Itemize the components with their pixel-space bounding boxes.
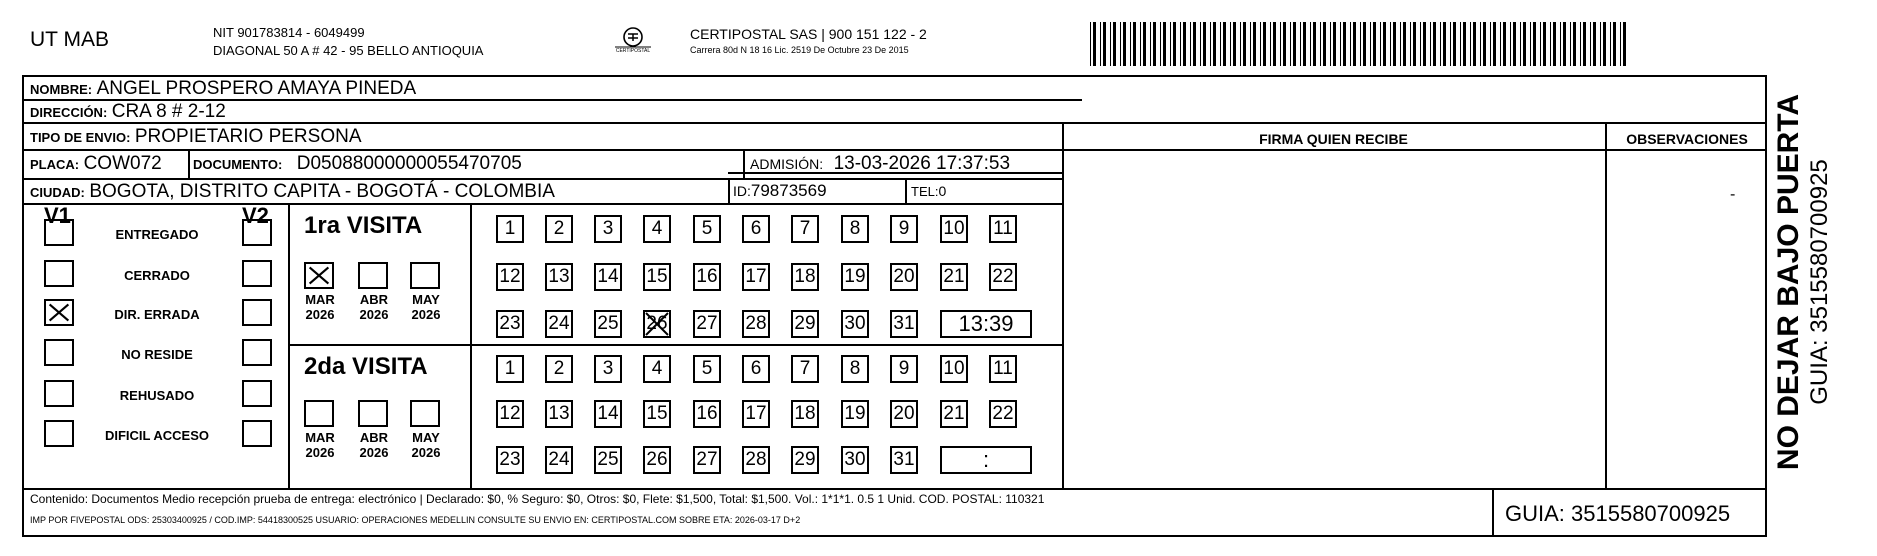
barcode-bar [1340, 22, 1341, 66]
tel-value: 0 [938, 183, 947, 199]
shipment-type: PROPIETARIO PERSONA [134, 126, 362, 147]
day-box[interactable]: 5 [693, 215, 721, 243]
day-box[interactable]: 7 [791, 355, 819, 383]
admission-value: 13-03-2026 17:37:53 [833, 153, 1011, 174]
barcode-bar [1173, 22, 1176, 66]
barcode-bar [1393, 22, 1396, 66]
day-box[interactable]: 3 [594, 215, 622, 243]
barcode-bar [1530, 22, 1531, 66]
barcode-bar [1130, 22, 1131, 66]
v1-checkbox[interactable] [44, 339, 74, 366]
day-box[interactable]: 14 [594, 263, 622, 291]
barcode-bar [1343, 22, 1346, 66]
day-box[interactable]: 25 [594, 446, 622, 474]
day-box[interactable]: 20 [890, 400, 918, 428]
v2-header: V2 [242, 203, 269, 228]
barcode-bar [1210, 22, 1211, 66]
v1-header: V1 [44, 203, 71, 228]
v1-checkbox[interactable] [44, 299, 74, 326]
day-box[interactable]: 23 [496, 310, 524, 338]
city-label: CIUDAD: [30, 185, 85, 200]
day-box[interactable]: 23 [496, 446, 524, 474]
day-box[interactable]: 26 [643, 310, 671, 338]
day-box[interactable]: 11 [989, 215, 1017, 243]
day-box[interactable]: 3 [594, 355, 622, 383]
day-box[interactable]: 17 [742, 263, 770, 291]
day-box[interactable]: 8 [841, 355, 869, 383]
status-label: DIR. ERRADA [114, 307, 200, 322]
day-box[interactable]: 20 [890, 263, 918, 291]
day-box[interactable]: 6 [742, 215, 770, 243]
type-label: TIPO DE ENVIO: [30, 130, 131, 145]
sender-nit: NIT 901783814 - 6049499 [213, 25, 365, 40]
day-box[interactable]: 10 [940, 215, 968, 243]
barcode-bar [1400, 22, 1401, 66]
barcode-bar [1413, 22, 1416, 66]
footer-print-info: IMP POR FIVEPOSTAL ODS: 25303400925 / COD.IMP: 54418300525 USUARIO: OPERACIONES MEDELLIN CONSULTE SU ENVIO EN: CERTIPOSTAL.COM SOBRE ETA: 2026-03-17 D+2 [30, 515, 801, 525]
barcode-bar [1360, 22, 1361, 66]
barcode-bar [1560, 22, 1561, 66]
day-box[interactable]: 1 [496, 215, 524, 243]
barcode-bar [1270, 22, 1271, 66]
sender-address: DIAGONAL 50 A # 42 - 95 BELLO ANTIOQUIA [213, 43, 484, 58]
barcode-bar [1090, 22, 1091, 66]
barcode-bar [1543, 22, 1546, 66]
barcode-bar [1200, 22, 1201, 66]
day-box[interactable]: 21 [940, 263, 968, 291]
barcode-bar [1540, 22, 1541, 66]
barcode-bar [1480, 22, 1481, 66]
month-checkbox[interactable] [358, 262, 388, 289]
month-label: MAY [412, 292, 440, 307]
barcode-bar [1253, 22, 1256, 66]
day-box[interactable]: 12 [496, 400, 524, 428]
day-box[interactable]: 16 [693, 263, 721, 291]
barcode-bar [1363, 22, 1366, 66]
year-label: 2026 [411, 445, 441, 460]
day-box[interactable]: 1 [496, 355, 524, 383]
barcode-bar [1390, 22, 1391, 66]
day-box[interactable]: 16 [693, 400, 721, 428]
barcode-bar [1573, 22, 1576, 66]
barcode-bar [1470, 22, 1471, 66]
barcode-bar [1180, 22, 1181, 66]
barcode-bar [1473, 22, 1476, 66]
document-row [193, 153, 522, 175]
barcode-bar [1150, 22, 1151, 66]
v2-checkbox[interactable] [242, 339, 272, 366]
v1-checkbox[interactable] [44, 380, 74, 407]
barcode-bar [1510, 22, 1511, 66]
barcode-bar [1160, 22, 1161, 66]
barcode-bar [1620, 22, 1621, 66]
barcode-bar [1453, 22, 1456, 66]
observations-mark: - [1730, 186, 1736, 203]
visit-time[interactable]: 13:39 [940, 310, 1032, 338]
observations-header: OBSERVACIONES [1626, 131, 1748, 147]
id-value: 79873569 [750, 181, 827, 200]
barcode-bar [1580, 22, 1581, 66]
day-box[interactable]: 28 [742, 310, 770, 338]
status-label: DIFICIL ACCESO [104, 428, 209, 443]
day-box[interactable]: 28 [742, 446, 770, 474]
day-box[interactable]: 8 [841, 215, 869, 243]
side-text [1772, 92, 1852, 472]
day-box[interactable]: 11 [989, 355, 1017, 383]
barcode-bar [1490, 22, 1491, 66]
barcode-bar [1460, 22, 1461, 66]
barcode-bar [1420, 22, 1421, 66]
year-label: 2026 [305, 307, 335, 322]
barcode-bar [1280, 22, 1281, 66]
day-box[interactable]: 13 [545, 400, 573, 428]
barcode-bar [1623, 22, 1626, 66]
year-label: 2026 [411, 307, 441, 322]
barcode-bar [1190, 22, 1191, 66]
barcode-bar [1403, 22, 1406, 66]
sender-name: UT MAB [30, 28, 109, 51]
status-label: REHUSADO [119, 388, 195, 403]
day-box[interactable]: 22 [989, 400, 1017, 428]
day-box[interactable]: 31 [890, 310, 918, 338]
barcode-bar [1103, 22, 1106, 66]
day-box[interactable]: 14 [594, 400, 622, 428]
barcode-bar [1503, 22, 1506, 66]
barcode-bar [1613, 22, 1616, 66]
barcode-bar [1313, 22, 1316, 66]
v2-checkbox[interactable] [242, 420, 272, 447]
month-label: ABR [359, 430, 389, 445]
month-label: MAY [412, 430, 440, 445]
company-address: Carrera 80d N 18 16 Lic. 2519 De Octubre 23 De 2015 [690, 45, 909, 55]
barcode-bar [1583, 22, 1586, 66]
barcode-bar [1140, 22, 1141, 66]
barcode-bar [1610, 22, 1611, 66]
v2-checkbox[interactable] [242, 380, 272, 407]
status-label: ENTREGADO [115, 227, 199, 242]
barcode-bar [1320, 22, 1321, 66]
barcode-bar [1223, 22, 1226, 66]
day-box[interactable]: 27 [693, 310, 721, 338]
barcode-bar [1273, 22, 1276, 66]
city-row [30, 181, 555, 203]
v1-checkbox[interactable] [44, 219, 74, 246]
day-box[interactable]: 4 [643, 215, 671, 243]
month-checkbox[interactable] [410, 262, 440, 289]
barcode-bar [1290, 22, 1291, 66]
month-label: ABR [359, 292, 389, 307]
day-box[interactable]: 13 [545, 263, 573, 291]
day-box[interactable]: 2 [545, 215, 573, 243]
company-name: CERTIPOSTAL SAS | 900 151 122 - 2 [690, 26, 927, 42]
month-label: MAR [305, 292, 335, 307]
day-box[interactable]: 9 [890, 355, 918, 383]
barcode-bar [1553, 22, 1556, 66]
day-box[interactable]: 5 [693, 355, 721, 383]
barcode-bar [1240, 22, 1241, 66]
barcode-bar [1593, 22, 1596, 66]
tel-label: TEL: [911, 184, 939, 199]
barcode-bar [1483, 22, 1486, 66]
day-box[interactable]: 27 [693, 446, 721, 474]
barcode-bar [1600, 22, 1601, 66]
recipient-name: ANGEL PROSPERO AMAYA PINEDA [96, 78, 417, 99]
barcode-bar [1450, 22, 1451, 66]
day-box[interactable]: 26 [643, 446, 671, 474]
day-box[interactable]: 30 [841, 310, 869, 338]
day-box[interactable]: 24 [545, 446, 573, 474]
id-label: ID: [733, 183, 751, 199]
day-box[interactable]: 31 [890, 446, 918, 474]
address-label: DIRECCIÓN: [30, 105, 108, 120]
barcode-bar [1213, 22, 1216, 66]
barcode-bar [1300, 22, 1301, 66]
barcode-bar [1133, 22, 1136, 66]
day-box[interactable]: 18 [791, 400, 819, 428]
day-box[interactable]: 21 [940, 400, 968, 428]
day-box[interactable]: 30 [841, 446, 869, 474]
plate-label: PLACA: [30, 157, 80, 172]
barcode-bar [1373, 22, 1376, 66]
barcode-bar [1233, 22, 1236, 66]
barcode-bar [1143, 22, 1146, 66]
month-checkbox[interactable] [358, 400, 388, 427]
day-box[interactable]: 22 [989, 263, 1017, 291]
barcode-bar [1463, 22, 1466, 66]
barcode-bar [1303, 22, 1306, 66]
admission-label: ADMISIÓN: [750, 156, 824, 172]
barcode-bar [1170, 22, 1171, 66]
barcode-bar [1323, 22, 1326, 66]
month-label: MAR [305, 430, 335, 445]
day-box[interactable]: 19 [841, 263, 869, 291]
day-box[interactable]: 17 [742, 400, 770, 428]
document-value: D05088000000055470705 [296, 153, 522, 174]
day-box[interactable]: 4 [643, 355, 671, 383]
day-box[interactable]: 10 [940, 355, 968, 383]
barcode-bar [1353, 22, 1356, 66]
day-box[interactable]: 7 [791, 215, 819, 243]
barcode-bar [1433, 22, 1436, 66]
plate-row [30, 153, 162, 175]
barcode-bar [1370, 22, 1371, 66]
barcode-bar [1603, 22, 1606, 66]
barcode-bar [1330, 22, 1331, 66]
day-box[interactable]: 29 [791, 310, 819, 338]
barcode-bar [1260, 22, 1261, 66]
day-box[interactable]: 25 [594, 310, 622, 338]
city-value: BOGOTA, DISTRITO CAPITA - BOGOTÁ - COLOMBIA [89, 181, 555, 202]
barcode-bar [1380, 22, 1381, 66]
year-label: 2026 [359, 307, 389, 322]
name-row [30, 78, 416, 100]
day-box[interactable]: 2 [545, 355, 573, 383]
barcode-bar [1493, 22, 1496, 66]
footer-guide: GUIA: 3515580700925 [1505, 501, 1731, 526]
day-box[interactable]: 6 [742, 355, 770, 383]
barcode-bar [1250, 22, 1251, 66]
barcode-bar [1100, 22, 1101, 66]
footer-content: Contenido: Documentos Medio recepción prueba de entrega: electrónico | Declarado: $0, % Seguro: $0, Otros: $0, Flete: $1,500, Total: $1,500. Vol.: 1*1*1. 0.5 1 Unid. COD. POSTAL: 110321 [30, 492, 1045, 506]
side-guide: GUIA: 3515580700925 [1806, 159, 1833, 405]
barcode-bar [1383, 22, 1386, 66]
v2-checkbox[interactable] [242, 260, 272, 287]
barcode-bar [1120, 22, 1121, 66]
v1-checkbox[interactable] [44, 420, 74, 447]
name-label: NOMBRE: [30, 82, 93, 97]
tel-row [911, 183, 946, 201]
day-box[interactable]: 15 [643, 400, 671, 428]
plate-value: COW072 [83, 153, 162, 174]
barcode-bar [1563, 22, 1566, 66]
barcode-bar [1193, 22, 1196, 66]
barcode-bar [1533, 22, 1536, 66]
barcode-bar [1440, 22, 1441, 66]
month-checkbox[interactable] [304, 400, 334, 427]
barcode-bar [1113, 22, 1116, 66]
month-checkbox[interactable] [410, 400, 440, 427]
day-box[interactable]: 9 [890, 215, 918, 243]
barcode-bar [1110, 22, 1111, 66]
status-label: NO RESIDE [121, 347, 193, 362]
document-label: DOCUMENTO: [193, 157, 283, 172]
barcode-bar [1310, 22, 1311, 66]
barcode-bar [1423, 22, 1426, 66]
visit1-title: 1ra VISITA [304, 212, 423, 239]
barcode-bar [1430, 22, 1431, 66]
barcode-bar [1163, 22, 1166, 66]
barcode-bar [1203, 22, 1206, 66]
visit-time[interactable]: : [940, 446, 1032, 474]
v2-checkbox[interactable] [242, 219, 272, 246]
v2-checkbox[interactable] [242, 299, 272, 326]
barcode-bar [1523, 22, 1526, 66]
logo-text: CERTIPOSTAL [615, 48, 651, 54]
no-under-door-warning: NO DEJAR BAJO PUERTA [1772, 93, 1805, 471]
barcode-bar [1500, 22, 1501, 66]
barcode-bar [1153, 22, 1156, 66]
day-box[interactable]: 29 [791, 446, 819, 474]
id-row [733, 181, 827, 201]
visit2-title: 2da VISITA [304, 353, 428, 380]
barcode-bar [1293, 22, 1296, 66]
certipostal-logo [609, 26, 657, 56]
type-row [30, 126, 362, 148]
barcode-bar [1520, 22, 1521, 66]
day-box[interactable]: 12 [496, 263, 524, 291]
barcode-bar [1333, 22, 1336, 66]
barcode-bar [1283, 22, 1286, 66]
barcode-bar [1590, 22, 1591, 66]
admission-row [750, 153, 1010, 175]
address-row [30, 101, 226, 123]
day-check-mark [643, 310, 671, 338]
day-box[interactable]: 18 [791, 263, 819, 291]
year-label: 2026 [305, 445, 335, 460]
barcode-bar [1093, 22, 1096, 66]
v1-checkbox[interactable] [44, 260, 74, 287]
day-box[interactable]: 19 [841, 400, 869, 428]
barcode-bar [1243, 22, 1246, 66]
year-label: 2026 [359, 445, 389, 460]
barcode-bar [1123, 22, 1126, 66]
barcode-bar [1263, 22, 1266, 66]
day-box[interactable]: 15 [643, 263, 671, 291]
status-label: CERRADO [124, 268, 190, 283]
recipient-address: CRA 8 # 2-12 [111, 101, 226, 122]
barcode-bar [1410, 22, 1411, 66]
barcode-bar [1183, 22, 1186, 66]
signature-header: FIRMA QUIEN RECIBE [1259, 131, 1408, 147]
day-box[interactable]: 24 [545, 310, 573, 338]
barcode-bar [1550, 22, 1551, 66]
barcode-bar [1513, 22, 1516, 66]
barcode-bar [1220, 22, 1221, 66]
barcode-bar [1230, 22, 1231, 66]
barcode-bar [1443, 22, 1446, 66]
barcode [1090, 22, 1625, 66]
month-checkbox[interactable] [304, 262, 334, 289]
barcode-bar [1570, 22, 1571, 66]
barcode-bar [1350, 22, 1351, 66]
